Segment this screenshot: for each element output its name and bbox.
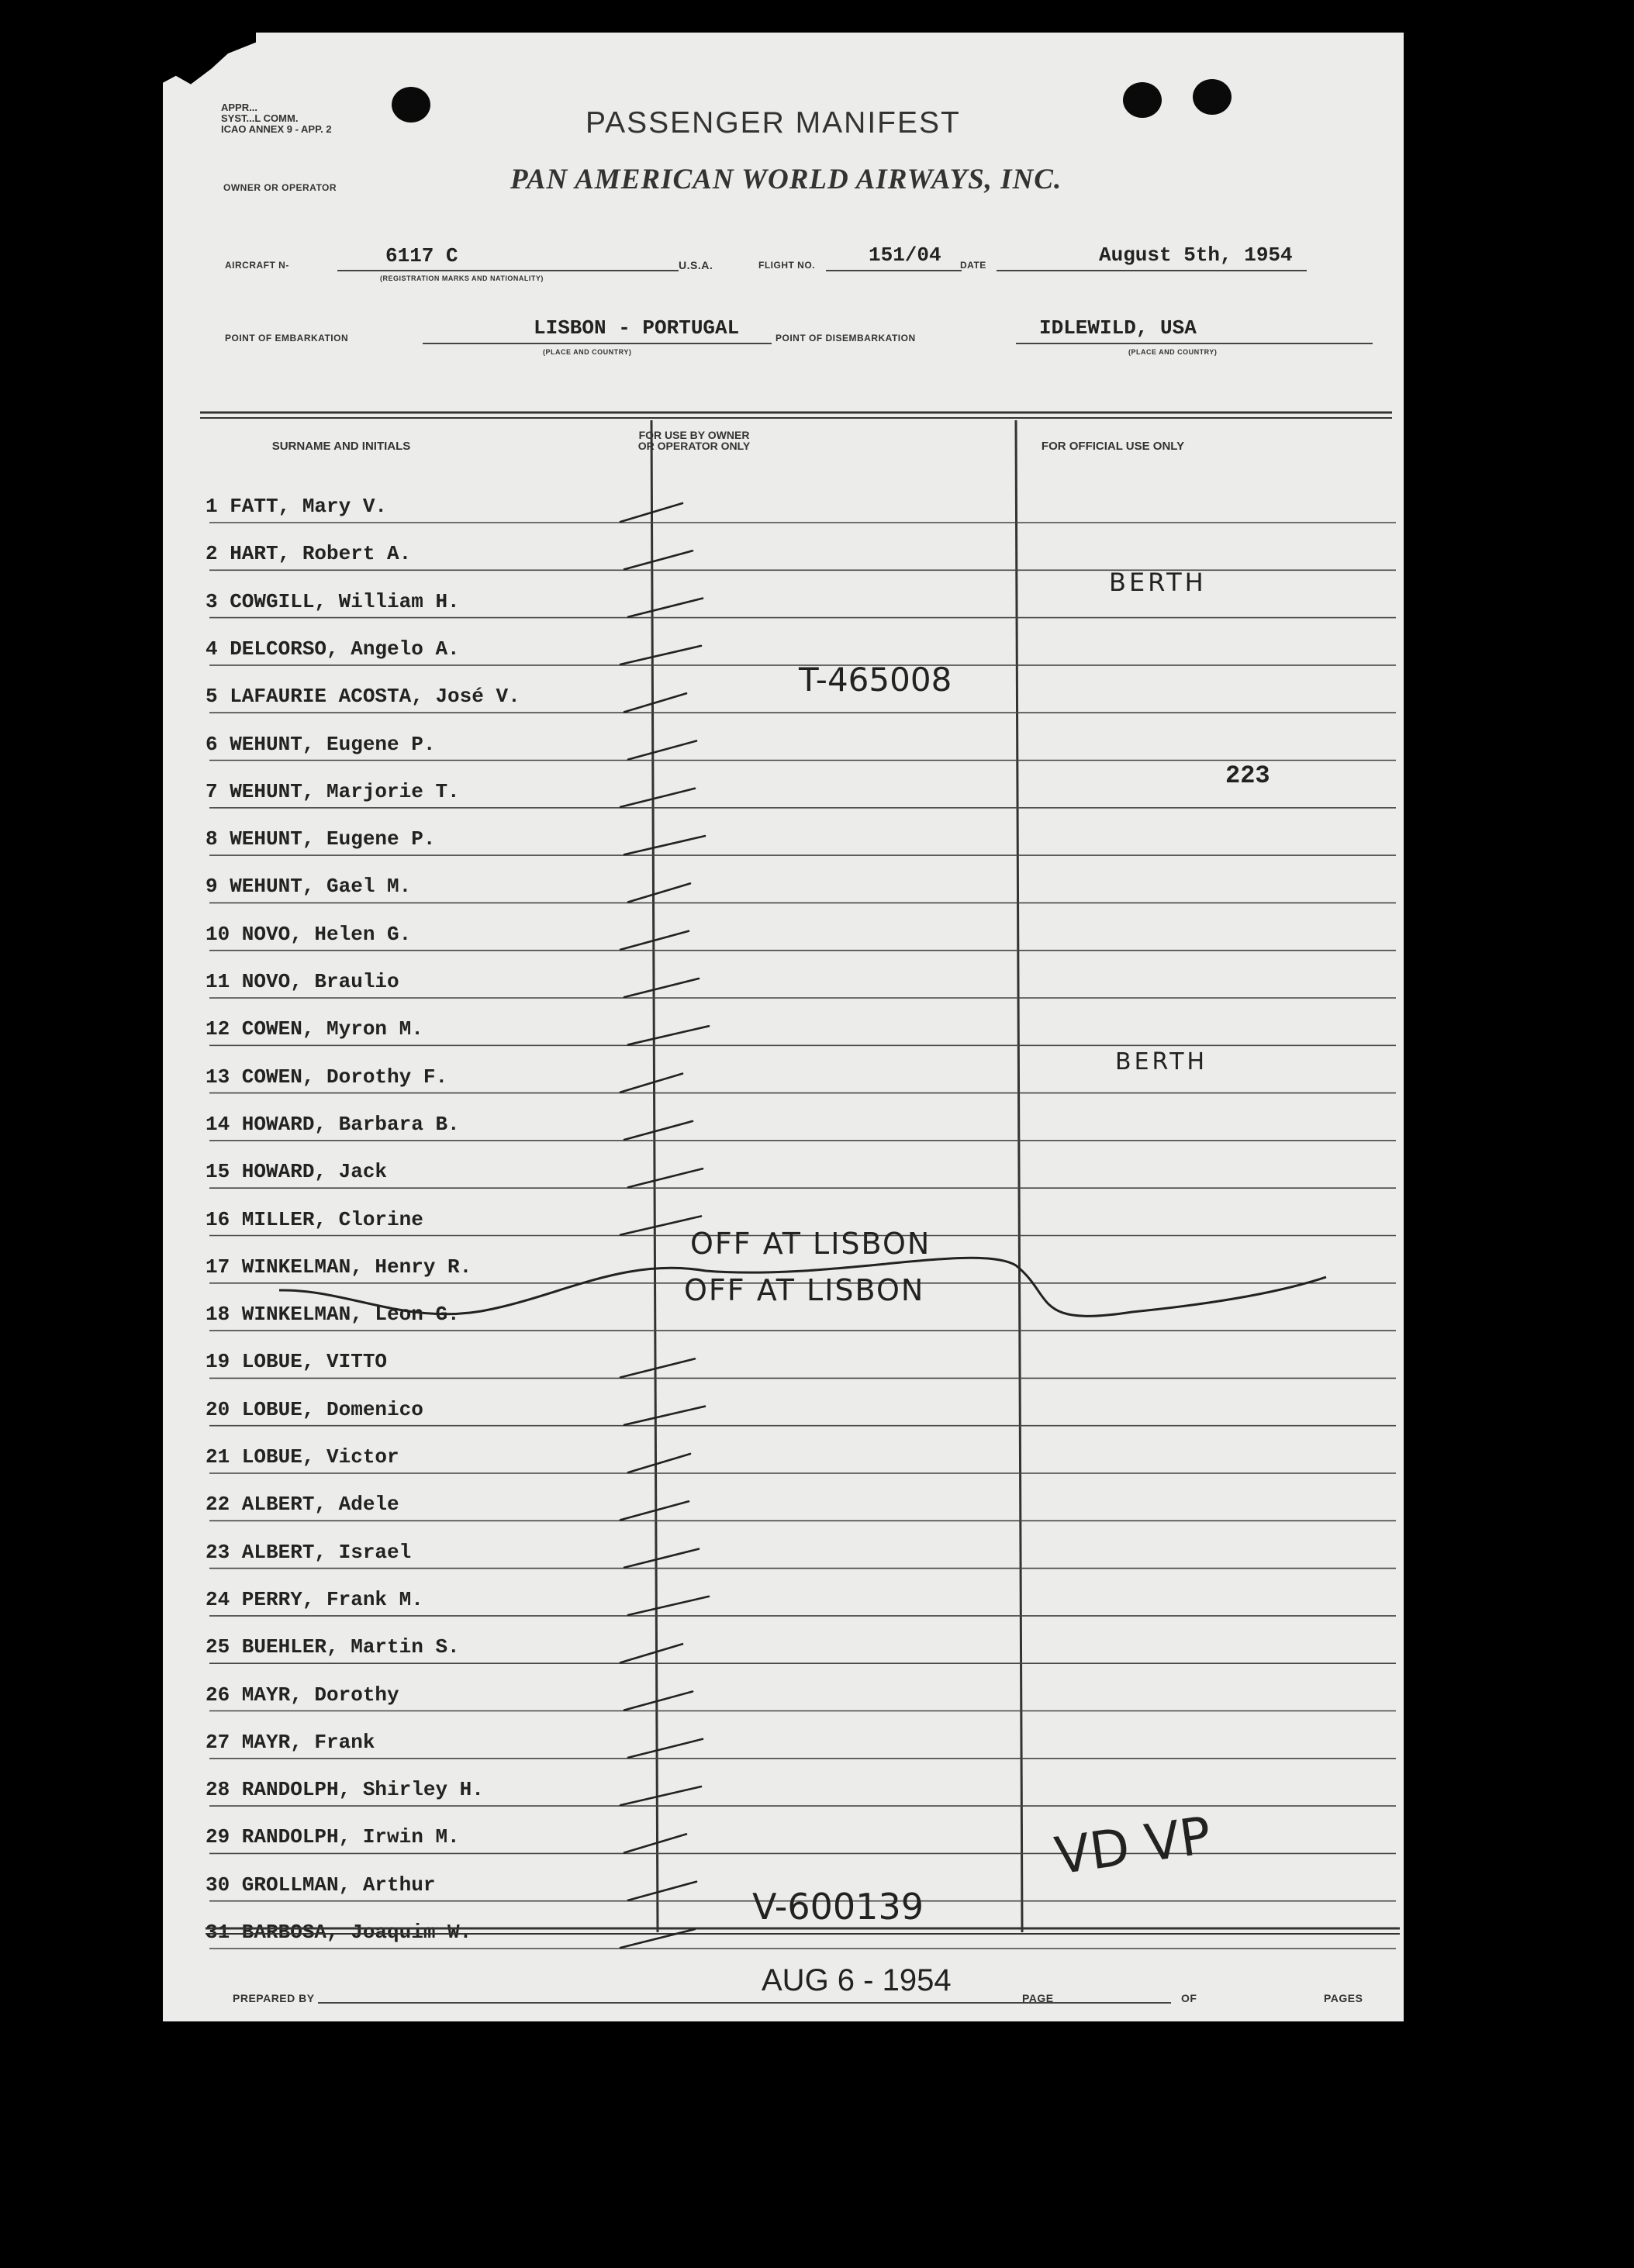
date-value: August 5th, 1954 — [1099, 243, 1293, 267]
owner-label: OWNER OR OPERATOR — [223, 182, 337, 193]
note-off-at-lisbon-2: OFF AT LISBON — [684, 1273, 925, 1307]
flight-label: FLIGHT NO. — [758, 260, 815, 271]
table-row: 10 NOVO, Helen G. — [206, 922, 412, 946]
table-row: 7 WEHUNT, Marjorie T. — [206, 779, 460, 803]
table-row: 25 BUEHLER, Martin S. — [206, 1635, 460, 1659]
table-row: 15 HOWARD, Jack — [206, 1160, 388, 1184]
table-row: 27 MAYR, Frank — [206, 1730, 375, 1754]
note-ticket-2: V-600139 — [752, 1886, 924, 1928]
table-row: 21 LOBUE, Victor — [206, 1445, 399, 1469]
table-row: 2 HART, Robert A. — [206, 542, 412, 566]
form-reference: APPR... SYST...L COMM. ICAO ANNEX 9 - APP. 2 — [221, 102, 332, 135]
received-stamp: AUG 6 - 1954 — [762, 1963, 952, 1997]
note-223: 223 — [1225, 761, 1270, 790]
embarkation-label: POINT OF EMBARKATION — [225, 333, 349, 343]
table-row: 8 WEHUNT, Eugene P. — [206, 827, 436, 851]
page-label: PAGE — [1022, 1992, 1054, 2004]
header-surname: SURNAME AND INITIALS — [271, 440, 411, 453]
usa-label: U.S.A. — [679, 259, 713, 271]
table-row: 5 LAFAURIE ACOSTA, José V. — [206, 685, 520, 709]
table-row: 17 WINKELMAN, Henry R. — [206, 1255, 472, 1279]
table-row: 3 COWGILL, William H. — [206, 589, 460, 613]
table-row: 23 ALBERT, Israel — [206, 1540, 412, 1564]
table-row: 4 DELCORSO, Angelo A. — [206, 637, 460, 661]
table-row: 20 LOBUE, Domenico — [206, 1397, 423, 1421]
embarkation-sub: (PLACE AND COUNTRY) — [543, 348, 632, 356]
table-row: 11 NOVO, Braulio — [206, 970, 399, 993]
disembarkation-label: POINT OF DISEMBARKATION — [776, 333, 916, 343]
header-official: FOR OFFICIAL USE ONLY — [1041, 440, 1185, 453]
flight-value: 151/04 — [869, 243, 941, 267]
table-row: 31 BARBOSA, Joaquim W. — [206, 1921, 472, 1944]
disembarkation-sub: (PLACE AND COUNTRY) — [1128, 348, 1218, 356]
note-berth-1: BERTH — [1109, 568, 1207, 597]
table-row: 18 WINKELMAN, Leon G. — [206, 1303, 460, 1327]
table-row: 12 COWEN, Myron M. — [206, 1017, 423, 1041]
of-label: OF — [1181, 1992, 1197, 2004]
aircraft-value: 6117 C — [385, 244, 458, 268]
table-row: 13 COWEN, Dorothy F. — [206, 1065, 448, 1089]
note-ticket-1: T-465008 — [799, 661, 952, 699]
table-row: 24 PERRY, Frank M. — [206, 1587, 423, 1611]
page-title: PASSENGER MANIFEST — [586, 106, 961, 140]
table-row: 14 HOWARD, Barbara B. — [206, 1112, 460, 1136]
manifest-document — [163, 33, 1404, 2021]
table-row: 16 MILLER, Clorine — [206, 1207, 423, 1231]
aircraft-sub: (REGISTRATION MARKS AND NATIONALITY) — [380, 274, 544, 282]
pages-label: PAGES — [1324, 1992, 1363, 2004]
date-label: DATE — [960, 260, 986, 271]
header-owner: FOR USE BY OWNER OR OPERATOR ONLY — [637, 429, 751, 452]
table-row: 22 ALBERT, Adele — [206, 1493, 399, 1517]
table-grid — [163, 33, 1404, 2021]
prepared-label: PREPARED BY — [233, 1992, 315, 2004]
table-row: 1 FATT, Mary V. — [206, 495, 388, 518]
note-off-at-lisbon-1: OFF AT LISBON — [690, 1227, 931, 1261]
table-row: 19 LOBUE, VITTO — [206, 1350, 388, 1374]
table-row: 30 GROLLMAN, Arthur — [206, 1873, 436, 1897]
aircraft-label: AIRCRAFT N- — [225, 260, 289, 271]
note-vd-vp: VD VP — [1051, 1805, 1215, 1887]
note-berth-2: BERTH — [1115, 1048, 1208, 1075]
table-row: 29 RANDOLPH, Irwin M. — [206, 1825, 460, 1849]
table-row: 28 RANDOLPH, Shirley H. — [206, 1778, 484, 1802]
table-row: 26 MAYR, Dorothy — [206, 1683, 399, 1707]
disembarkation-value: IDLEWILD, USA — [1039, 316, 1197, 340]
embarkation-value: LISBON - PORTUGAL — [534, 316, 740, 340]
owner-value: PAN AMERICAN WORLD AIRWAYS, INC. — [510, 164, 1062, 195]
table-row: 9 WEHUNT, Gael M. — [206, 875, 412, 899]
table-row: 6 WEHUNT, Eugene P. — [206, 732, 436, 756]
